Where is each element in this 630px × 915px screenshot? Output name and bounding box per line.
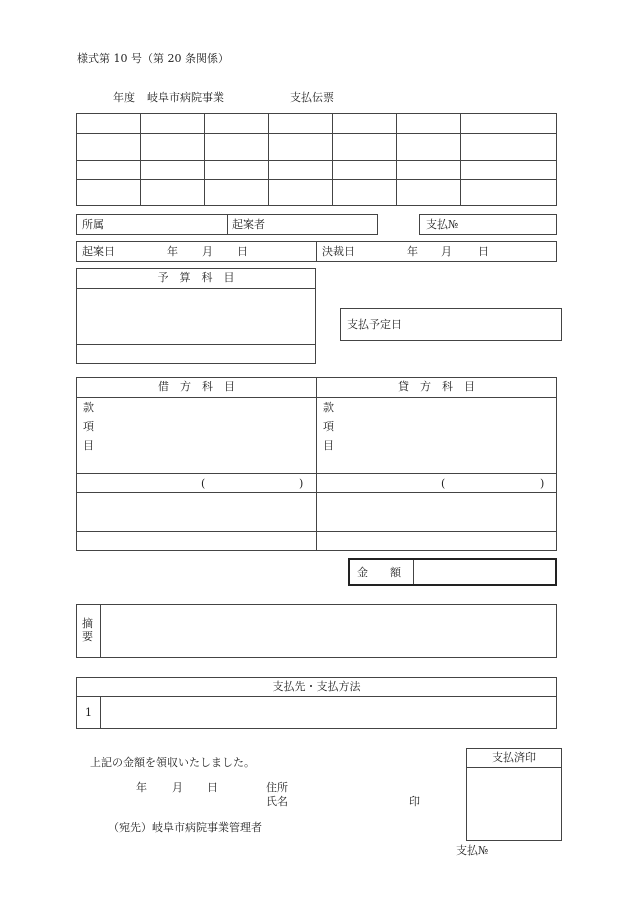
credit-moku-label: 目	[323, 439, 334, 452]
credit-kan-label: 款	[323, 401, 334, 414]
paid-stamp-title: 支払済印	[492, 751, 536, 764]
amount-box	[348, 558, 557, 586]
receipt-name-label: 氏名	[266, 795, 288, 808]
debit-moku-label: 目	[83, 439, 94, 452]
credit-kou-label: 項	[323, 420, 334, 433]
paid-stamp-box	[466, 748, 562, 841]
department-drafter-row	[76, 214, 378, 235]
summary-box	[76, 604, 557, 658]
payee-row-number: 1	[85, 706, 92, 719]
footer-payment-number-label: 支払№	[456, 844, 489, 857]
payment-number-label: 支払№	[426, 218, 459, 231]
scheduled-date-box	[340, 308, 562, 341]
debit-kou-label: 項	[83, 420, 94, 433]
draft-year: 年	[167, 245, 178, 258]
form-title: 支払伝票	[290, 91, 334, 104]
decision-date-label: 決裁日	[322, 245, 355, 258]
payee-table	[76, 677, 557, 729]
organization-name: 岐阜市病院事業	[147, 91, 224, 104]
debit-paren-close: )	[299, 477, 304, 490]
budget-account-title: 予 算 科 目	[157, 271, 235, 284]
debit-kan-label: 款	[83, 401, 94, 414]
accounts-table	[76, 377, 557, 551]
decision-month: 月	[441, 245, 452, 258]
payee-title: 支払先・支払方法	[272, 680, 361, 693]
addressee: （宛先）岐阜市病院事業管理者	[108, 821, 262, 834]
fiscal-year-label: 年度	[113, 91, 135, 104]
scheduled-date-label: 支払予定日	[347, 318, 402, 331]
drafter-label: 起案者	[232, 218, 265, 231]
department-label: 所属	[82, 218, 104, 231]
receipt-statement: 上記の金額を領収いたしました。	[90, 756, 255, 769]
dates-row	[76, 241, 557, 262]
credit-paren-close: )	[540, 477, 545, 490]
credit-paren-open: (	[441, 477, 446, 490]
approval-grid	[76, 113, 557, 206]
payment-number-box	[419, 214, 557, 235]
receipt-day: 日	[207, 781, 218, 794]
draft-month: 月	[202, 245, 213, 258]
decision-year: 年	[407, 245, 418, 258]
budget-account-box	[76, 268, 316, 364]
amount-label: 金 額	[357, 566, 401, 579]
form-number: 様式第 10 号（第 20 条関係）	[77, 52, 229, 65]
draft-day: 日	[237, 245, 248, 258]
debit-paren-open: (	[201, 477, 206, 490]
decision-day: 日	[478, 245, 489, 258]
summary-label-1: 摘	[82, 617, 93, 630]
receipt-year: 年	[136, 781, 147, 794]
seal-mark: 印	[409, 795, 420, 808]
receipt-address-label: 住所	[266, 781, 288, 794]
summary-label-2: 要	[82, 630, 93, 643]
credit-account-title: 貸 方 科 目	[398, 380, 475, 393]
receipt-month: 月	[172, 781, 183, 794]
debit-account-title: 借 方 科 目	[158, 380, 235, 393]
draft-date-label: 起案日	[82, 245, 115, 258]
